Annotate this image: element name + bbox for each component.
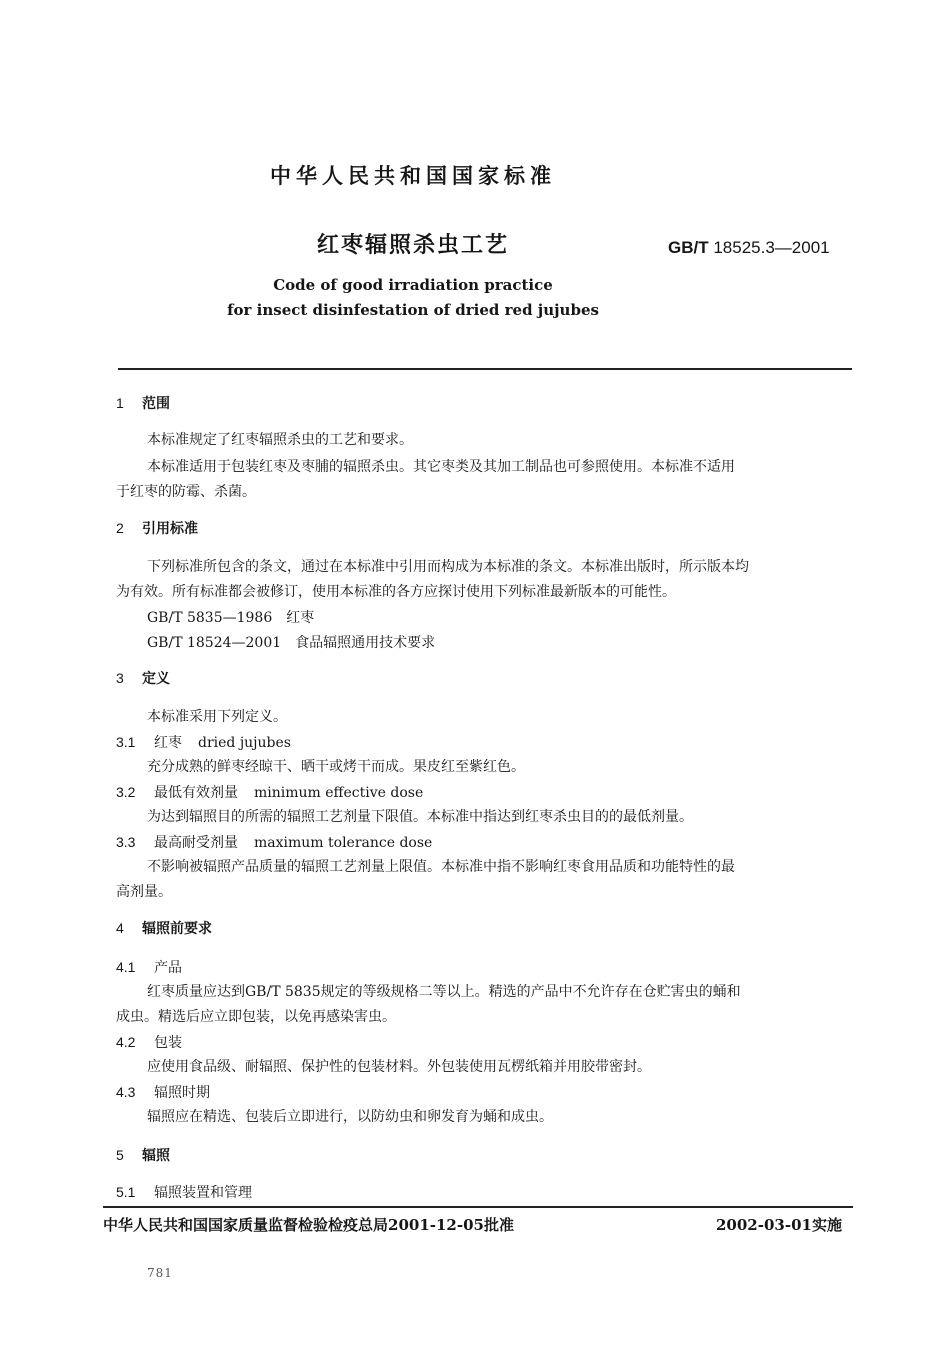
definition-3-1-heading bbox=[116, 732, 291, 752]
paragraph: 本标准采用下列定义。 bbox=[147, 709, 287, 725]
approval-statement: 中华人民共和国国家质量监督检验检疫总局2001-12-05批准 bbox=[103, 1216, 514, 1234]
document-title-en-line1: Code of good irradiation practice bbox=[273, 276, 553, 294]
section-4-heading bbox=[116, 918, 212, 938]
subsection-number: 3.1 bbox=[116, 734, 136, 750]
definition-text: 充分成熟的鲜枣经晾干、晒干或烤干而成。果皮红至紫红色。 bbox=[147, 759, 525, 775]
section-number: 3 bbox=[116, 670, 124, 686]
subsection-title: 辐照时期 bbox=[154, 1085, 210, 1101]
subsection-title: 产品 bbox=[154, 960, 182, 976]
reference-name: 食品辐照通用技术要求 bbox=[295, 635, 436, 651]
subsection-number: 4.1 bbox=[116, 959, 136, 975]
paragraph-continuation: 成虫。精选后应立即包装，以免再感染害虫。 bbox=[116, 1009, 396, 1025]
term-cn: 最高耐受剂量 bbox=[154, 835, 238, 851]
paragraph: 应使用食品级、耐辐照、保护性的包装材料。外包装使用瓦楞纸箱并用胶带密封。 bbox=[147, 1059, 651, 1075]
section-title: 范围 bbox=[142, 396, 170, 412]
standard-number bbox=[668, 238, 830, 258]
national-standard-heading: 中华人民共和国国家标准 bbox=[270, 163, 556, 188]
reference-item bbox=[147, 632, 435, 652]
section-title: 辐照 bbox=[142, 1148, 170, 1164]
standard-prefix: GB/T bbox=[668, 238, 709, 257]
term-en: maximum tolerance dose bbox=[254, 835, 433, 851]
section-5-heading bbox=[116, 1145, 170, 1165]
section-1-heading bbox=[116, 393, 170, 413]
section-number: 2 bbox=[116, 520, 124, 536]
reference-name: 红枣 bbox=[286, 610, 315, 626]
subsection-number: 4.3 bbox=[116, 1084, 136, 1100]
paragraph: 红枣质量应达到GB/T 5835规定的等级规格二等以上。精选的产品中不允许存在仓贮害虫的蛹和 bbox=[147, 984, 741, 1000]
reference-item bbox=[147, 607, 314, 627]
subsection-number: 4.2 bbox=[116, 1034, 136, 1050]
subsection-number: 5.1 bbox=[116, 1184, 136, 1200]
subsection-4-2-heading bbox=[116, 1032, 182, 1052]
section-2-heading bbox=[116, 518, 198, 538]
paragraph: 下列标准所包含的条文，通过在本标准中引用而构成为本标准的条文。本标准出版时，所示版本均 bbox=[147, 559, 749, 575]
definition-text: 为达到辐照目的所需的辐照工艺剂量下限值。本标准中指达到红枣杀虫目的的最低剂量。 bbox=[147, 809, 693, 825]
subsection-number: 3.3 bbox=[116, 834, 136, 850]
section-title: 定义 bbox=[142, 671, 170, 687]
section-title: 辐照前要求 bbox=[142, 921, 212, 937]
footer-divider bbox=[103, 1206, 853, 1208]
paragraph: 本标准适用于包装红枣及枣脯的辐照杀虫。其它枣类及其加工制品也可参照使用。本标准不适用 bbox=[147, 459, 735, 475]
reference-code: GB/T 18524—2001 bbox=[147, 635, 282, 651]
section-3-heading bbox=[116, 668, 170, 688]
definition-3-2-heading bbox=[116, 782, 423, 802]
reference-code: GB/T 5835—1986 bbox=[147, 610, 273, 626]
term-cn: 最低有效剂量 bbox=[154, 785, 238, 801]
page-number: 781 bbox=[147, 1266, 173, 1280]
paragraph-continuation: 于红枣的防霉、杀菌。 bbox=[116, 484, 256, 500]
subsection-number: 3.2 bbox=[116, 784, 136, 800]
implementation-date: 2002-03-01实施 bbox=[716, 1216, 842, 1234]
subsection-title: 包装 bbox=[154, 1035, 182, 1051]
section-number: 1 bbox=[116, 395, 124, 411]
paragraph: 本标准规定了红枣辐照杀虫的工艺和要求。 bbox=[147, 432, 413, 448]
document-title-en-line2: for insect disinfestation of dried red jujubes bbox=[227, 301, 599, 319]
subsection-4-1-heading bbox=[116, 957, 182, 977]
term-cn: 红枣 bbox=[154, 735, 182, 751]
subsection-5-1-heading bbox=[116, 1182, 252, 1202]
definition-text-continuation: 高剂量。 bbox=[116, 884, 172, 900]
term-en: dried jujubes bbox=[198, 735, 291, 751]
paragraph-continuation: 为有效。所有标准都会被修订，使用本标准的各方应探讨使用下列标准最新版本的可能性。 bbox=[116, 584, 676, 600]
section-title: 引用标准 bbox=[142, 521, 198, 537]
subsection-4-3-heading bbox=[116, 1082, 210, 1102]
section-number: 4 bbox=[116, 920, 124, 936]
definition-3-3-heading bbox=[116, 832, 432, 852]
document-title-cn: 红枣辐照杀虫工艺 bbox=[316, 232, 509, 258]
term-en: minimum effective dose bbox=[254, 785, 424, 801]
section-number: 5 bbox=[116, 1147, 124, 1163]
definition-text: 不影响被辐照产品质量的辐照工艺剂量上限值。本标准中指不影响红枣食用品质和功能特性的最 bbox=[147, 859, 735, 875]
standard-code: 18525.3—2001 bbox=[713, 238, 830, 257]
subsection-title: 辐照装置和管理 bbox=[154, 1185, 252, 1201]
header-divider bbox=[118, 368, 852, 370]
paragraph: 辐照应在精选、包装后立即进行，以防幼虫和卵发育为蛹和成虫。 bbox=[147, 1109, 553, 1125]
